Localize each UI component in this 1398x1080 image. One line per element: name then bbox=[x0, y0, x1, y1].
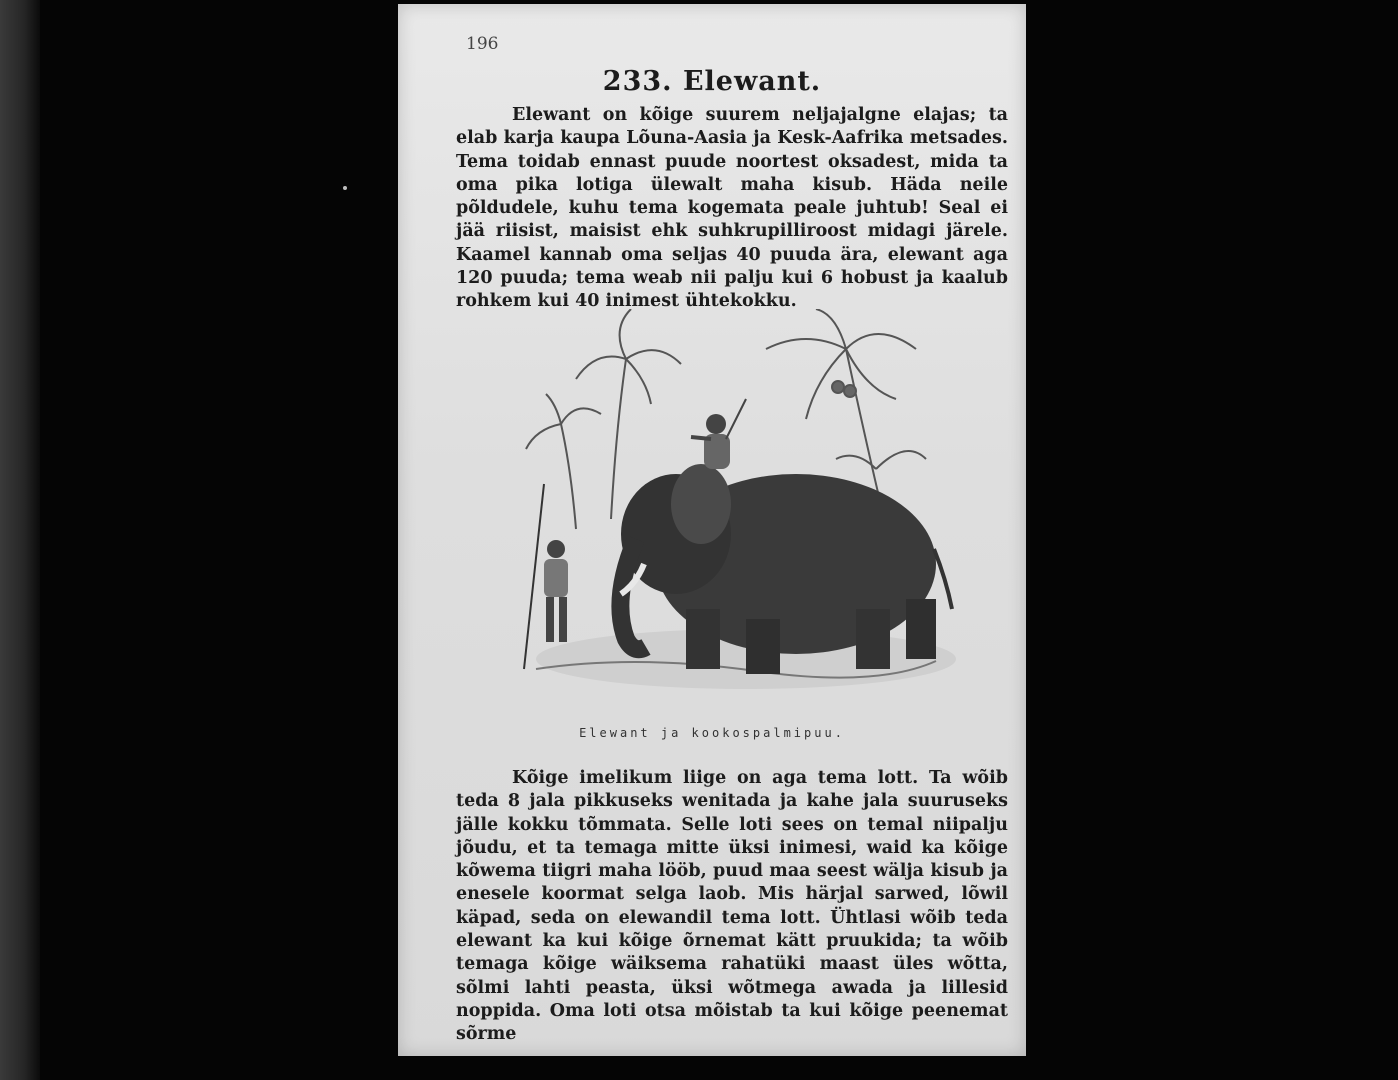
standing-man-icon bbox=[544, 540, 568, 642]
illustration-caption: Elewant ja kookospalmipuu. bbox=[579, 726, 845, 740]
dust-speck bbox=[343, 186, 347, 190]
film-edge bbox=[0, 0, 40, 1080]
spear-icon bbox=[524, 484, 544, 669]
page-title: 233. Elewant. bbox=[602, 66, 822, 97]
elephant-illustration bbox=[516, 309, 956, 709]
rider-icon bbox=[691, 399, 746, 469]
paragraph-intro: Elewant on kõige suurem neljajalgne elajas; ta elab karja kaupa Lõuna-Aasia ja Kesk-Aafrika metsades. Tema toidab ennast puude noortest oksadest, mida ta oma pika lotiga ülewalt maha kisub. Häda neile põldudele, kuhu tema kogemata peale juhtub! Seal ei jää riisist, maisist ehk suhkrupilliroost midagi järele. Kaamel kannab oma seljas 40 puuda ära, elewant aga 120 puuda; tema weab nii palju kui 6 hobust ja kaalub rohkem kui 40 inimest ühtekokku. bbox=[456, 105, 1008, 312]
page-number: 196 bbox=[466, 34, 499, 54]
paragraph-trunk: Kõige imelikum liige on aga tema lott. Ta wõib teda 8 jala pikkuseks wenitada ja kahe jala suuruseks jälle kokku tõmmata. Selle loti sees on temal niipalju jõudu, et ta temaga mitte üksi inimesi, waid ka kõige kõwema tiigri maha lööb, puud maa seest wälja kisub ja enesele koormat selga laob. Mis härjal sarwed, lõwil käpad, seda on elewandil tema lott. Ühtlasi wõib teda elewant ka kui kõige õrnemat kätt pruukida; ta wõib temaga kõige wäiksema rahatüki maast üles wõtta, sõlmi lahti peasta, üksi wõtmega awada ja lillesid noppida. Oma loti otsa mõistab ta kui kõige peenemat sõrme bbox=[456, 768, 1008, 1045]
book-page bbox=[398, 4, 1026, 1056]
